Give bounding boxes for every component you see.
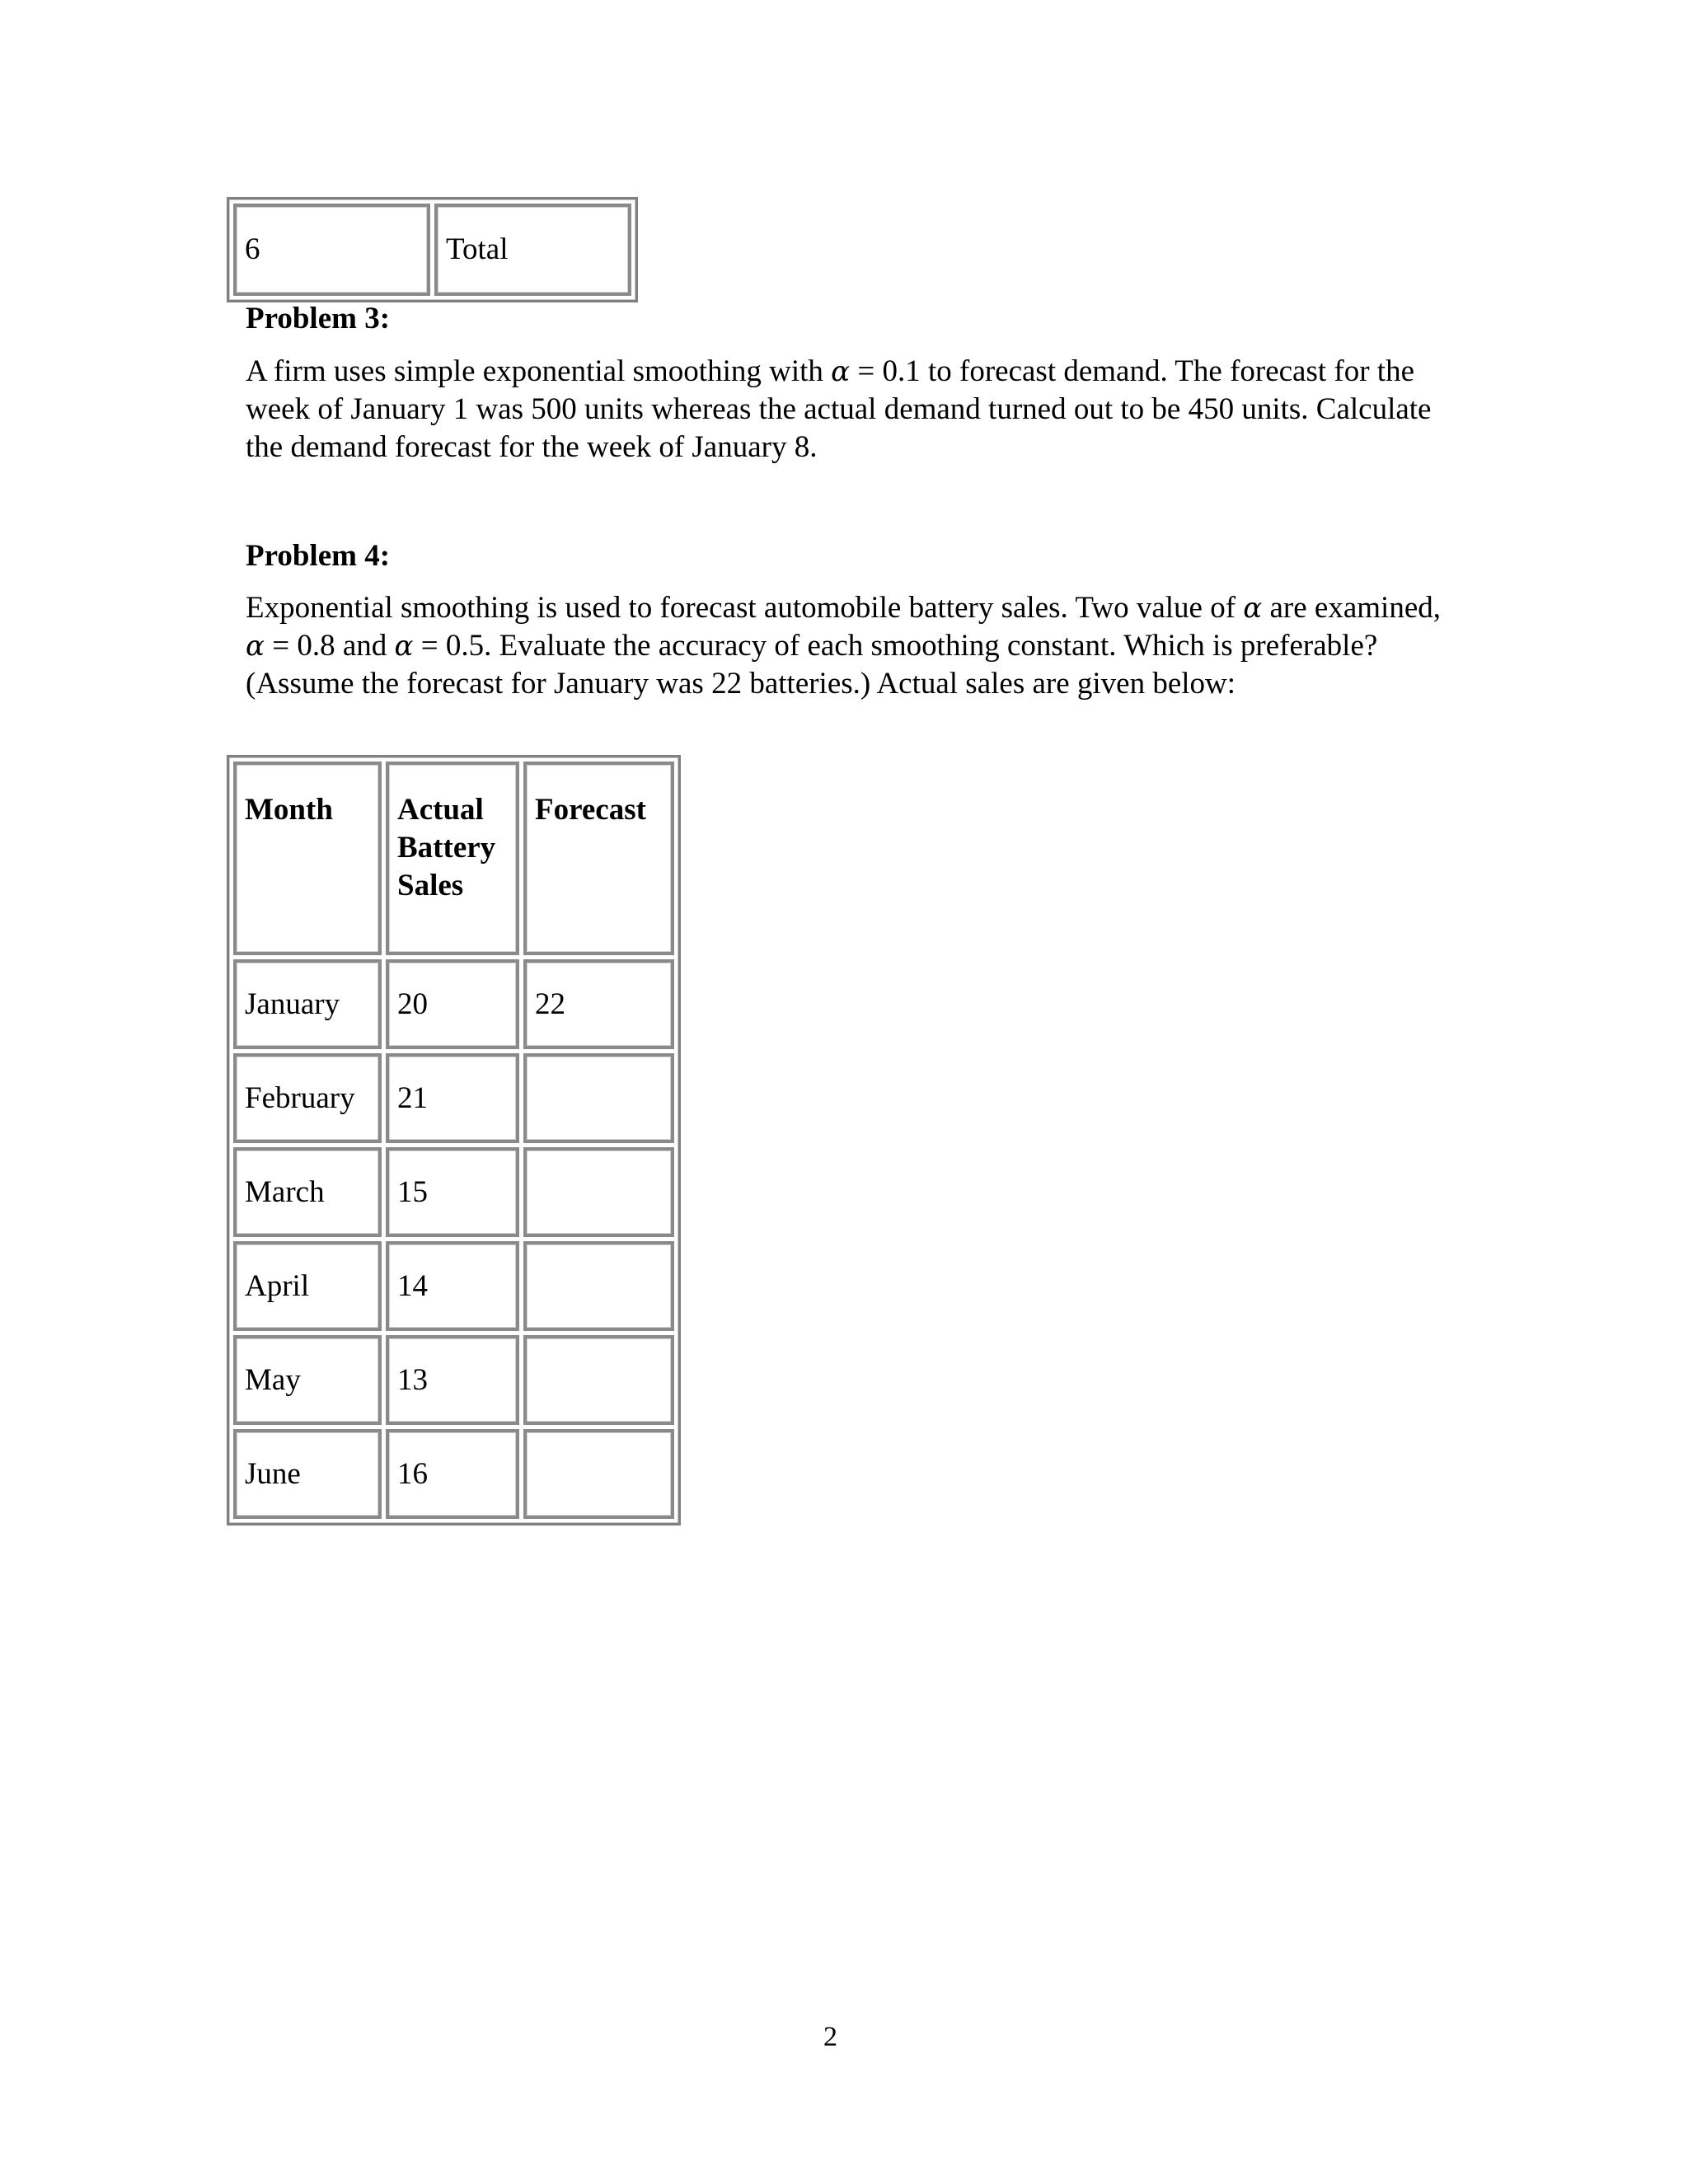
cell-forecast xyxy=(523,1429,674,1519)
table-header-row xyxy=(233,762,674,955)
page-number: 2 xyxy=(823,2022,837,2052)
problem-4-heading: Problem 4: xyxy=(246,539,391,573)
problem-3-heading: Problem 3: xyxy=(246,302,391,335)
header-actual-battery-sales xyxy=(386,762,519,955)
header-month: Month xyxy=(233,762,382,955)
text-span: = 0.8 and xyxy=(264,629,395,663)
text-span: Exponential smoothing is used to forecast automobile battery sales. Two value of xyxy=(246,591,1244,625)
cell-actual: 16 xyxy=(386,1429,519,1519)
cell-forecast xyxy=(523,1335,674,1425)
cell-actual: 14 xyxy=(386,1241,519,1331)
cell-actual: 21 xyxy=(386,1053,519,1143)
alpha-symbol: α xyxy=(246,630,265,663)
text-span: A firm uses simple exponential smoothing with xyxy=(246,354,832,388)
cell-month: April xyxy=(233,1241,382,1331)
cell-month: March xyxy=(233,1147,382,1237)
table-row xyxy=(233,1147,674,1237)
table-row xyxy=(233,1241,674,1331)
cell-actual: 15 xyxy=(386,1147,519,1237)
cell-month: June xyxy=(233,1429,382,1519)
top-table xyxy=(227,197,638,302)
header-line: Actual xyxy=(397,793,484,827)
problem-4-text xyxy=(246,589,1449,703)
table-row xyxy=(233,1053,674,1143)
battery-sales-table xyxy=(227,755,681,1526)
header-line: Battery xyxy=(397,831,496,865)
table-cell: Total xyxy=(434,204,631,296)
alpha-symbol: α xyxy=(1243,592,1263,625)
alpha-symbol: α xyxy=(831,355,851,388)
cell-forecast xyxy=(523,1053,674,1143)
cell-actual: 20 xyxy=(386,959,519,1049)
table-row xyxy=(233,1429,674,1519)
cell-forecast: 22 xyxy=(523,959,674,1049)
cell-forecast xyxy=(523,1147,674,1237)
problem-3-text xyxy=(246,353,1449,466)
text-span: are examined, xyxy=(1262,591,1441,625)
header-forecast: Forecast xyxy=(523,762,674,955)
cell-forecast xyxy=(523,1241,674,1331)
table-row xyxy=(233,1335,674,1425)
cell-month: January xyxy=(233,959,382,1049)
cell-month: February xyxy=(233,1053,382,1143)
table-cell: 6 xyxy=(233,204,430,296)
text-span: = 0.5. Evaluate the accuracy of each smoothing constant. Which is preferable? (Assume the forecast for January was 22 batteries.) Actual sales are given below: xyxy=(246,629,1378,701)
table-row xyxy=(233,959,674,1049)
cell-actual: 13 xyxy=(386,1335,519,1425)
text-span: = 0.1 to forecast demand. The forecast for the week of January 1 was 500 units whereas the actual demand turned out to be 450 units. Calculate the demand forecast for the week of January 8. xyxy=(246,354,1432,464)
table-row xyxy=(233,204,631,296)
alpha-symbol: α xyxy=(394,630,414,663)
header-line: Sales xyxy=(397,869,464,902)
cell-month: May xyxy=(233,1335,382,1425)
